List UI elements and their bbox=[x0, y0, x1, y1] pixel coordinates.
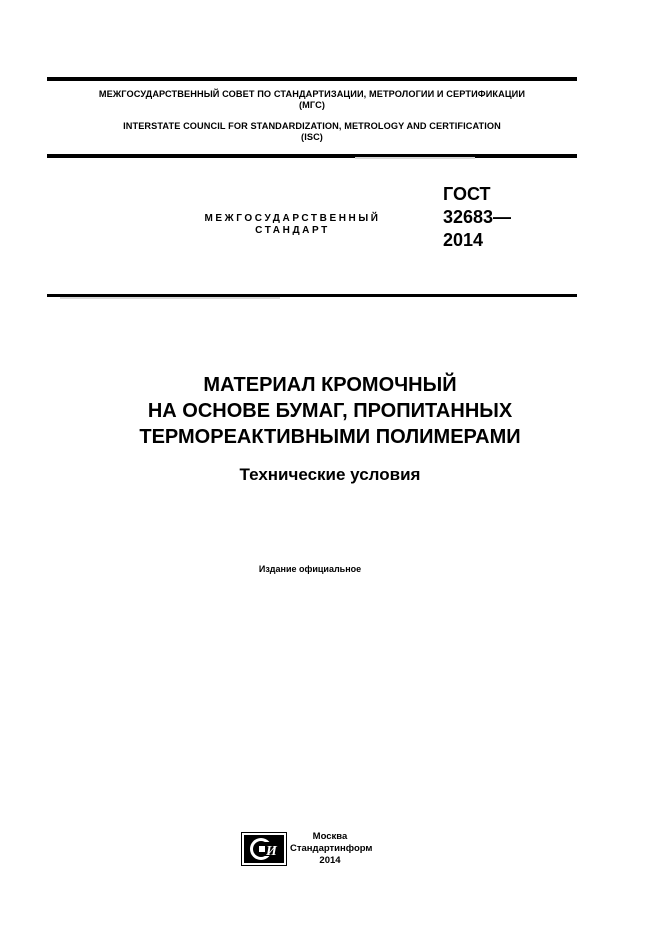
svg-text:И: И bbox=[266, 844, 277, 859]
gost-label: ГОСТ bbox=[443, 184, 491, 204]
gost-number: 32683— bbox=[443, 207, 512, 227]
title-line-2: НА ОСНОВЕ БУМАГ, ПРОПИТАННЫХ bbox=[147, 400, 513, 422]
publisher-name: Стандартинформ bbox=[290, 843, 373, 854]
header-bottom-rule bbox=[47, 154, 577, 158]
gost-year: 2014 bbox=[443, 230, 484, 250]
document-subtitle: Технические условия bbox=[239, 465, 421, 484]
publisher-city: Москва bbox=[312, 831, 348, 842]
council-abbr-en: (ISC) bbox=[301, 132, 323, 142]
council-name-ru: МЕЖГОСУДАРСТВЕННЫЙ СОВЕТ ПО СТАНДАРТИЗАЦИИ, МЕТРОЛОГИИ И СЕРТИФИКАЦИИ bbox=[98, 89, 526, 99]
gost-designation bbox=[443, 183, 511, 252]
publisher-info bbox=[290, 831, 373, 867]
standard-type-line2: СТАНДАРТ bbox=[255, 225, 330, 236]
publisher-year: 2014 bbox=[319, 855, 341, 866]
standard-type bbox=[150, 213, 435, 237]
scan-smudge bbox=[60, 297, 280, 299]
top-rule bbox=[47, 77, 577, 81]
council-header-ru bbox=[47, 89, 577, 111]
council-header-en bbox=[47, 121, 577, 143]
council-name-en: INTERSTATE COUNCIL FOR STANDARDIZATION, METROLOGY AND CERTIFICATION bbox=[123, 121, 501, 131]
title-line-1: МАТЕРИАЛ КРОМОЧНЫЙ bbox=[203, 374, 457, 396]
scan-smudge bbox=[355, 157, 475, 159]
standard-type-line1: МЕЖГОСУДАРСТВЕННЫЙ bbox=[204, 213, 381, 224]
title-line-3: ТЕРМОРЕАКТИВНЫМИ ПОЛИМЕРАМИ bbox=[139, 426, 521, 448]
council-abbr-ru: (МГС) bbox=[299, 100, 325, 110]
standartinform-logo-icon bbox=[241, 832, 287, 866]
document-title bbox=[60, 372, 600, 450]
edition-note: Издание официальное bbox=[258, 564, 362, 574]
